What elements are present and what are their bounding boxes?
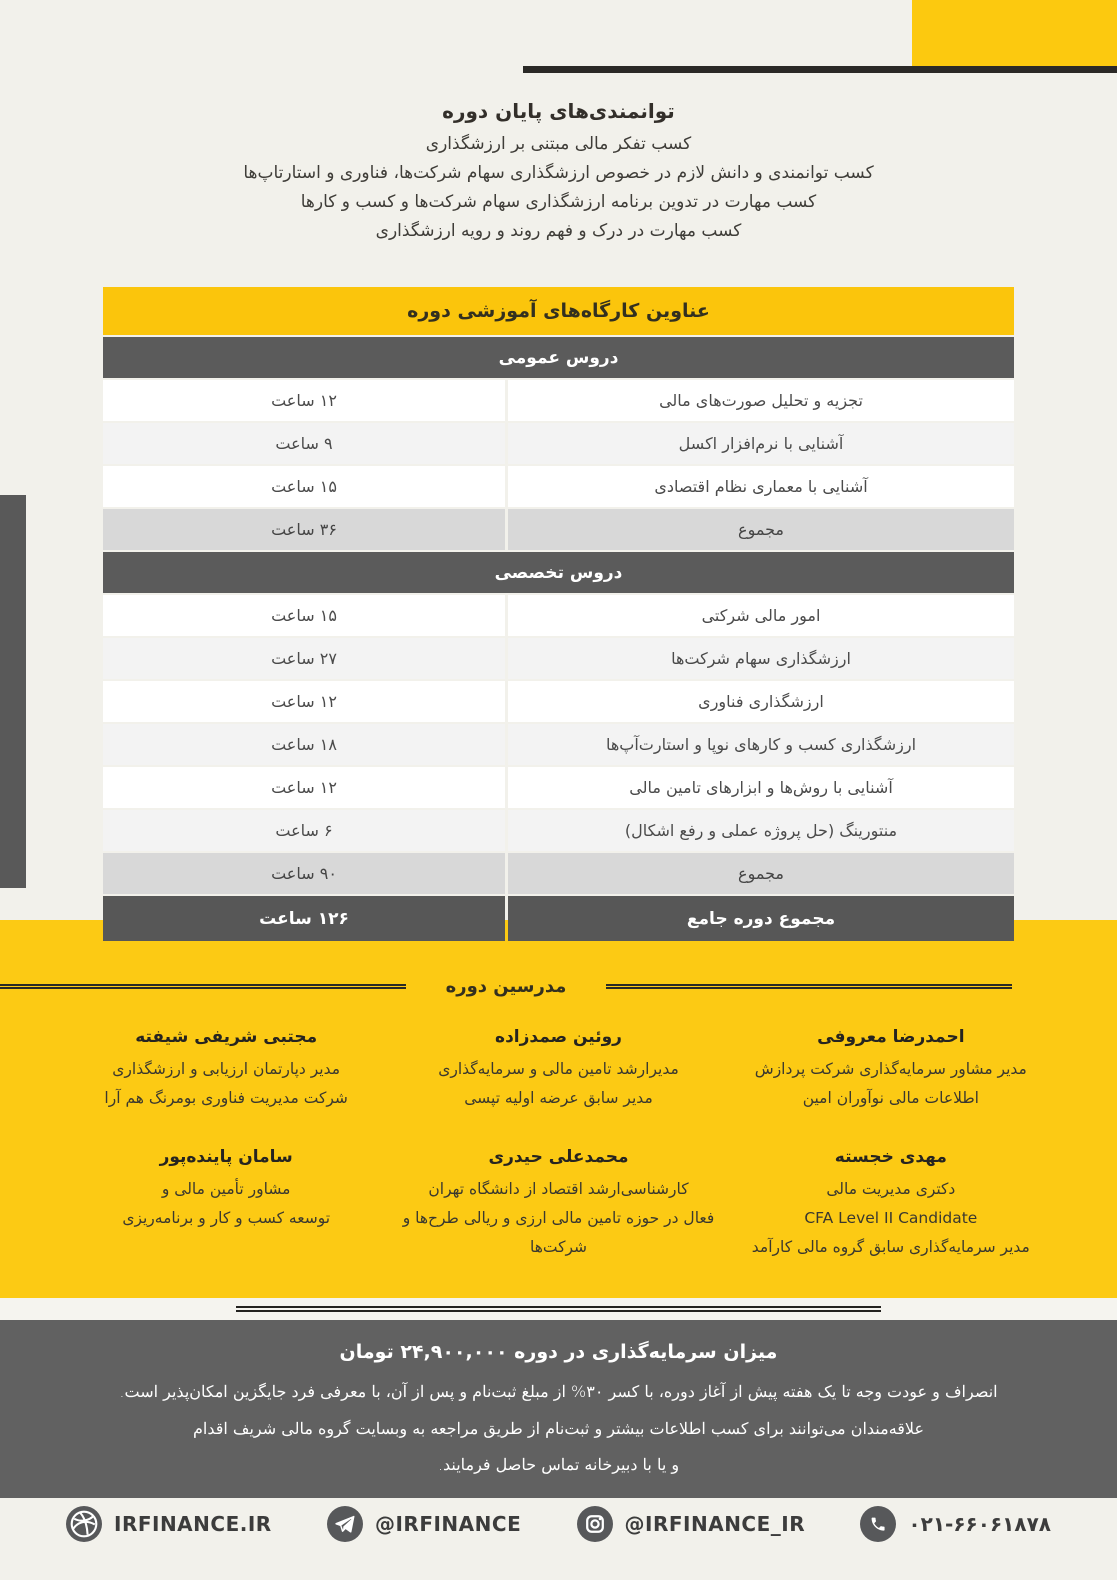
grand-total-row [103,896,1014,941]
website-icon [66,1506,102,1542]
instructor-detail: مدیر دپارتمان ارزیابی و ارزشگذاری [112,1060,341,1078]
table-row [103,724,1014,765]
course-name: منتورینگ (حل پروژه عملی و رفع اشکال) [508,810,1014,851]
capability-line: کسب توانمندی و دانش لازم در خصوص ارزشگذاری سهام شرکت‌ها، فناوری و استارتاپ‌ها [243,163,874,183]
pricing-note: علاقه‌مندان می‌توانند برای کسب اطلاعات بیشتر و ثبت‌نام از طریق مراجعه به وبسایت گروه مالی شریف اقدام [192,1418,925,1438]
instructor-name: سامان پاینده‌پور [159,1147,293,1167]
instagram-icon [577,1506,613,1542]
divider-line [0,984,406,989]
course-hours: ۱۲ ساعت [103,380,505,421]
section-total-row [103,509,1014,550]
course-hours: ۶ ساعت [103,810,505,851]
pricing-title: میزان سرمایه‌گذاری در دوره ۲۴,۹۰۰,۰۰۰ تومان [339,1341,778,1363]
capabilities-header [0,96,1117,246]
section-divider [0,1298,1117,1320]
course-name: تجزیه و تحلیل صورت‌های مالی [508,380,1014,421]
section-header-specialized: دروس تخصصی [103,552,1014,593]
page-title: توانمندی‌های پایان دوره [442,99,675,123]
section-total-row [103,853,1014,894]
table-row [103,423,1014,464]
course-hours: ۹ ساعت [103,423,505,464]
capabilities-list [0,130,1117,246]
phone-number: ۰۲۱-۶۶۰۶۱۸۷۸ [908,1512,1051,1536]
capability-line: کسب مهارت در درک و فهم روند و رویه ارزشگذاری [375,221,742,241]
instructor-detail: مدیر مشاور سرمایه‌گذاری شرکت پردازش [754,1060,1027,1078]
total-hours: ۹۰ ساعت [103,853,505,894]
divider-line [606,984,1012,989]
capability-line: کسب تفکر مالی مبتنی بر ارزشگذاری [425,134,692,154]
course-hours: ۱۲ ساعت [103,681,505,722]
instructors-section [0,920,1117,1298]
instructor-name: مجتبی شریفی شیفته [135,1027,318,1047]
table-row [103,380,1014,421]
pricing-note: انصراف و عودت وجه تا یک هفته پیش از آغاز دوره، با کسر ۳۰% از مبلغ ثبت‌نام و پس از آن، با معرفی فرد جایگزین امکان‌پذیر است. [119,1382,998,1401]
instagram-contact[interactable] [577,1506,806,1542]
instructors-title: مدرسین دوره [445,976,567,997]
course-hours: ۲۷ ساعت [103,638,505,679]
telegram-handle: @IRFINANCE [374,1512,522,1536]
instructor-name: احمدرضا معروفی [817,1027,965,1047]
total-label: مجموع [508,509,1014,550]
instructor-detail: اطلاعات مالی نوآوران امین [802,1089,979,1107]
website-contact[interactable] [66,1506,272,1542]
total-hours: ۳۶ ساعت [103,509,505,550]
instructors-title-row [0,976,1117,997]
instructor-name: محمدعلی حیدری [488,1147,629,1167]
instructor-detail: توسعه کسب و کار و برنامه‌ریزی [122,1209,331,1227]
instructor-detail: مدیرارشد تامین مالی و سرمایه‌گذاری [438,1060,679,1078]
course-name: آشنایی با نرم‌افزار اکسل [508,423,1014,464]
website-url: IRFINANCE.IR [114,1512,272,1536]
instructor-card [392,1023,724,1113]
instagram-handle: @IRFINANCE_IR [624,1512,806,1536]
course-hours: ۱۵ ساعت [103,595,505,636]
instructor-detail: کارشناسی‌ارشد اقتصاد از دانشگاه تهران [428,1180,689,1198]
course-name: امور مالی شرکتی [508,595,1014,636]
pricing-notes [0,1374,1117,1484]
instructor-card [60,1023,392,1113]
course-name: آشنایی با معماری نظام اقتصادی [508,466,1014,507]
course-name: ارزشگذاری سهام شرکت‌ها [508,638,1014,679]
phone-icon [860,1506,896,1542]
header-rule-bar [523,66,1117,73]
instructor-card [725,1143,1057,1262]
instructor-detail: CFA Level II Candidate [804,1209,978,1227]
table-row [103,810,1014,851]
table-title: عناوین کارگاه‌های آموزشی دوره [103,287,1014,335]
pricing-section [0,1320,1117,1498]
instructor-detail: فعال در حوزه تامین مالی ارزی و ریالی طرح‌ها و شرکت‌ها [402,1209,715,1256]
instructor-detail: شرکت مدیریت فناوری بومرنگ هم آرا [104,1089,348,1107]
contact-footer [0,1498,1117,1580]
grand-total-label: مجموع دوره جامع [508,896,1014,941]
pricing-note: و یا با دبیرخانه تماس حاصل فرمایند. [437,1455,680,1474]
table-row [103,595,1014,636]
course-name: آشنایی با روش‌ها و ابزارهای تامین مالی [508,767,1014,808]
course-name: ارزشگذاری فناوری [508,681,1014,722]
course-hours: ۱۵ ساعت [103,466,505,507]
corner-accent-rect [912,0,1117,66]
telegram-contact[interactable] [327,1506,521,1542]
capability-line: کسب مهارت در تدوین برنامه ارزشگذاری سهام شرکت‌ها و کسب و کارها [300,192,817,212]
course-hours: ۱۲ ساعت [103,767,505,808]
instructor-card [725,1023,1057,1113]
instructor-name: مهدی خجسته [834,1147,947,1167]
total-label: مجموع [508,853,1014,894]
instructor-card [392,1143,724,1262]
table-row [103,681,1014,722]
instructor-detail: مدیر سرمایه‌گذاری سابق گروه مالی کارآمد [751,1238,1030,1256]
table-row [103,466,1014,507]
instructor-card [60,1143,392,1262]
grand-total-hours: ۱۲۶ ساعت [103,896,505,941]
course-hours: ۱۸ ساعت [103,724,505,765]
instructors-grid [0,1023,1117,1262]
instructor-detail: دکتری مدیریت مالی [826,1180,956,1198]
side-accent-bar [0,495,26,888]
telegram-icon [327,1506,363,1542]
course-name: ارزشگذاری کسب و کارهای نوپا و استارت‌آپ‌ها [508,724,1014,765]
divider-line [236,1306,881,1312]
instructor-detail: مشاور تأمین مالی و [161,1180,291,1198]
instructor-name: روئین صمدزاده [495,1027,622,1047]
course-table [103,287,1014,941]
table-row [103,767,1014,808]
table-row [103,638,1014,679]
instructor-detail: مدیر سابق عرضه اولیه تپسی [464,1089,653,1107]
phone-contact[interactable] [860,1506,1051,1542]
section-header-general: دروس عمومی [103,337,1014,378]
